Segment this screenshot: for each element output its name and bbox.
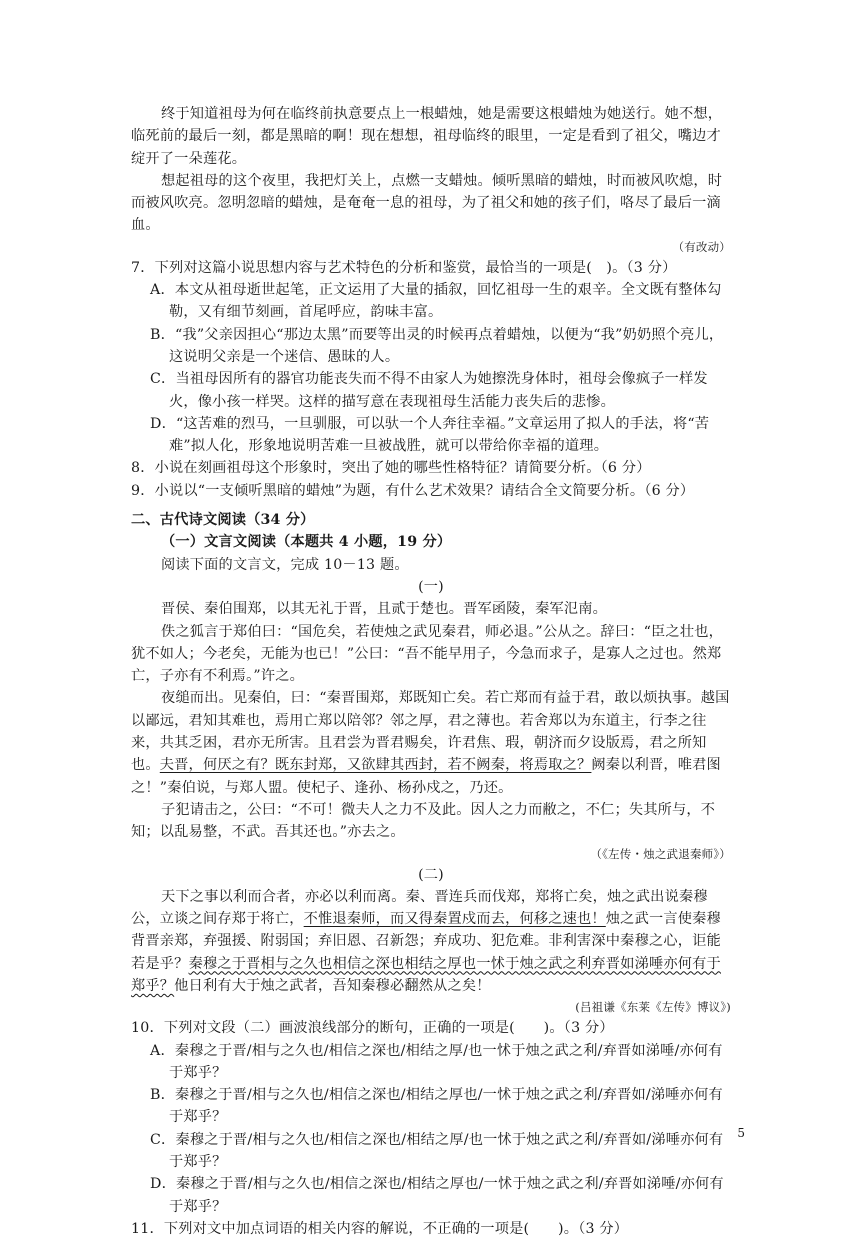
question-10-option-c: C．秦穆之于晋/相与之久也/相信之深也/相结之厚/也一怵于烛之武之利/弃晋如/涕唾亦何有于郑乎？ (150, 1131, 724, 1171)
question-7-option-b: B．“我”父亲因担心“那边太黑”而要等出灵的时候再点着蜡烛，以便为“我”奶奶照个亮儿，这说明父亲是一个迷信、愚昧的人。 (150, 326, 724, 365)
page-number: 5 (737, 1126, 745, 1140)
question-7-option-a: A．本文从祖母逝世起笔，正文运用了大量的插叙，回忆祖母一生的艰辛。全文既有整体勾勒，又有细节刻画，首尾呼应，韵味丰富。 (150, 282, 722, 321)
text-segment: 阙秦以利晋，唯君图之！”秦伯说，与郑人盟。使杞子、逢孙、杨孙戍之，乃还。 (131, 757, 721, 796)
classical-paragraph (131, 687, 731, 798)
source-note: （有改动） (672, 239, 731, 254)
source-note: （《左传・烛之武退秦师》） (590, 846, 731, 861)
classical-paragraph: 佚之狐言于郑伯曰：“国危矣，若使烛之武见秦君，师必退。”公从之。辞曰：“臣之壮也，犹不如人；今老矣，无能为也已！”公曰：“吾不能早用子，今急而求子，是寡人之过也。然郑亡，子亦有不利焉。”许之。 (131, 623, 723, 685)
underlined-sentence: 夫晋，何厌之有？既东封郑，又欲肆其西封，若不阙秦，将焉取之？ (159, 757, 592, 774)
underlined-sentence: 不惟退秦师，而又得秦置戍而去，何移之速也！ (303, 911, 606, 928)
classical-paragraph: 子犯请击之，公曰：“不可！微夫人之力不及此。因人之力而敝之，不仁；失其所与，不知；以乱易整，不武。吾其还也。”亦去之。 (131, 801, 716, 841)
question-9: 9．小说以“一支倾听黑暗的蜡烛”为题，有什么艺术效果？请结合全文简要分析。（6 分） (131, 482, 695, 499)
question-10-option-a: A．秦穆之于晋/相与之久也/相信之深也/相结之厚/也一怵于烛之武之利/弃晋如涕唾/亦何有于郑乎？ (150, 1042, 723, 1081)
question-10-option-b: B．秦穆之于晋/相与之久也/相信之深也/相结之厚也/一怵于烛之武之利/弃晋如/涕唾亦何有于郑乎？ (150, 1087, 723, 1126)
subsection-title: （一）文言文阅读（本题共 4 小题，19 分） (161, 534, 452, 551)
classical-paragraph (131, 886, 731, 997)
text-1-marker: (一) (418, 578, 444, 595)
instruction: 阅读下面的文言文，完成 10－13 题。 (161, 556, 409, 573)
question-7-option-c: C．当祖母因所有的器官功能丧失而不得不由家人为她擦洗身体时，祖母会像疯子一样发火，像小孩一样哭。这样的描写意在表现祖母生活能力丧失后的悲惨。 (150, 371, 708, 410)
question-7-stem: 7．下列对这篇小说思想内容与艺术特色的分析和鉴赏，最恰当的一项是( )。（3 分） (131, 259, 677, 276)
main-column (131, 103, 731, 1240)
question-11-stem: 11．下列对文中加点词语的相关内容的解说，不正确的一项是( )。（3 分） (131, 1220, 629, 1237)
text-2-marker: (二) (418, 866, 444, 883)
section-title: 二、古代诗文阅读（34 分） (131, 512, 315, 529)
text-segment: 夜缒而出。见秦伯，曰：“秦晋围郑，郑既知亡矣。若亡郑而有益于君，敢以烦执事。越国以鄙远，君知其难也，焉用亡郑以陪邻？邻之厚，君之薄也。若舍郑以为东道主，行李之往来，共其乏困，君亦无所害。且君尝为晋君赐矣，许君焦、瑕，朝济而夕设版焉，君之所知也。 (131, 690, 730, 774)
wavy-underlined-passage: 秦穆之于晋相与之久也相信之深也相结之厚也一怵于烛之武之利弃晋如涕唾亦何有于郑乎？ (131, 955, 721, 994)
passage-paragraph: 终于知道祖母为何在临终前执意要点上一根蜡烛，她是需要这根蜡烛为她送行。她不想，临死前的最后一刻，都是黑暗的啊！现在想想，祖母临终的眼里，一定是看到了祖父，嘴边才绽开了一朵莲花。 (131, 106, 723, 167)
text-segment: 烛之武一言使秦穆背晋亲郑，弃强援、附弱国；弃旧恩、召新怨；弃成功、犯危难。非利害深中秦穆之心，讵能若是乎？ (131, 911, 721, 972)
question-10-stem: 10．下列对文段（二）画波浪线部分的断句，正确的一项是( )。（3 分） (131, 1020, 614, 1037)
classical-paragraph: 晋侯、秦伯围郑，以其无礼于晋，且贰于楚也。晋军函陵，秦军氾南。 (161, 601, 608, 618)
question-8: 8．小说在刻画祖母这个形象时，突出了她的哪些性格特征？请简要分析。（6 分） (131, 460, 651, 477)
source-note: (吕祖谦《东莱《左传》博议》) (575, 1000, 731, 1015)
text-segment: 天下之事以利而合者，亦必以利而离。秦、晋连兵而伐郑，郑将亡矣，烛之武出说秦穆公，立谈之间存郑于将亡， (131, 888, 708, 928)
question-7-option-d: D．“这苦难的烈马，一旦驯服，可以驮一个人奔往幸福。”文章运用了拟人的手法，将“苦难”拟人化，形象地说明苦难一旦被战胜，就可以带给你幸福的道理。 (150, 415, 710, 455)
question-10-option-d: D．秦穆之于晋/相与之久也/相信之深也/相结之厚也/一怵于烛之武之利/弃晋如涕唾/亦何有于郑乎？ (150, 1176, 724, 1215)
text-segment: 他日利有大于烛之武者，吾知秦穆必翻然从之矣！ (174, 977, 491, 994)
passage-paragraph: 想起祖母的这个夜里，我把灯关上，点燃一支蜡烛。倾听黑暗的蜡烛，时而被风吹熄，时而被风吹亮。忽明忽暗的蜡烛，是奄奄一息的祖母，为了祖父和她的孩子们，咯尽了最后一滴血。 (131, 172, 723, 234)
